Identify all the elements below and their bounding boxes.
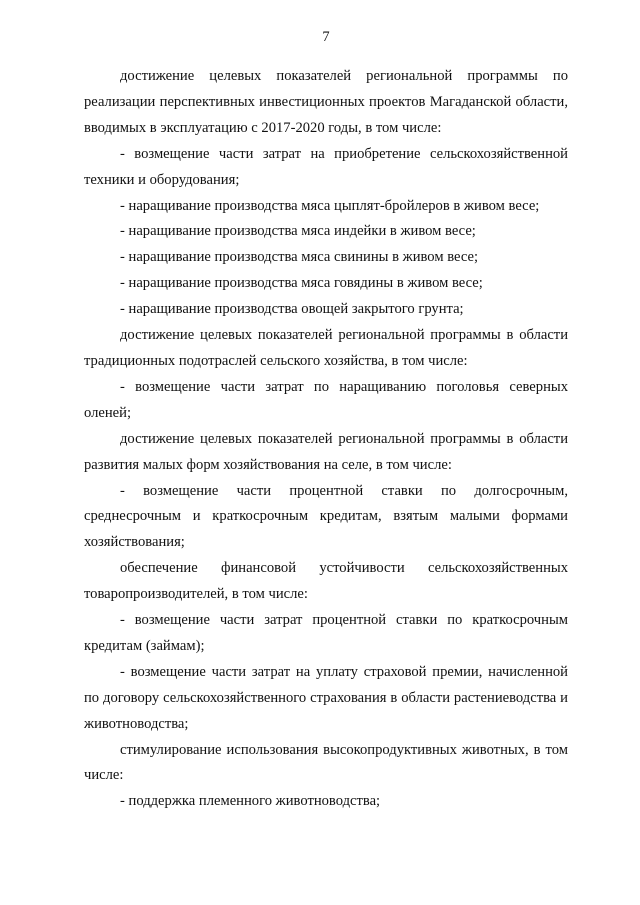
paragraph-12: обеспечение финансовой устойчивости сельскохозяйственных товаропроизводителей, в том числе: <box>84 560 568 603</box>
paragraph-1: достижение целевых показателей региональной программы по реализации перспективных инвестиционных проектов Магаданской области, вводимых в эксплуатацию с 2017-2020 годы, в том числе: <box>84 68 568 136</box>
paragraph-13: - возмещение части затрат процентной ставки по краткосрочным кредитам (займам); <box>84 612 568 654</box>
paragraph-3: - наращивание производства мяса цыплят-бройлеров в живом весе; <box>120 197 540 214</box>
paragraph-11: - возмещение части процентной ставки по долгосрочным, среднесрочным и краткосрочным кредитам, взятым малыми формами хозяйствования; <box>84 482 568 551</box>
paragraph-7: - наращивание производства овощей закрытого грунта; <box>120 301 464 318</box>
paragraph-2: - возмещение части затрат на приобретение сельскохозяйственной техники и оборудования; <box>84 145 568 188</box>
paragraph-6: - наращивание производства мяса говядины в живом весе; <box>120 275 483 292</box>
paragraph-5: - наращивание производства мяса свинины в живом весе; <box>120 249 479 266</box>
paragraph-4: - наращивание производства мяса индейки в живом весе; <box>120 223 476 240</box>
document-body <box>84 64 568 815</box>
paragraph-14: - возмещение части затрат на уплату страховой премии, начисленной по договору сельскохозяйственного страхования в области растениеводства и животноводства; <box>84 663 568 732</box>
paragraph-9: - возмещение части затрат по наращиванию поголовья северных оленей; <box>84 378 568 421</box>
paragraph-16: - поддержка племенного животноводства; <box>120 793 381 810</box>
paragraph-10: достижение целевых показателей региональной программы в области развития малых форм хозяйствования на селе, в том числе: <box>84 430 568 473</box>
page-number: 7 <box>322 29 330 45</box>
paragraph-8: достижение целевых показателей региональной программы в области традиционных подотраслей сельского хозяйства, в том числе: <box>84 327 568 369</box>
paragraph-15: стимулирование использования высокопродуктивных животных, в том числе: <box>84 741 568 784</box>
